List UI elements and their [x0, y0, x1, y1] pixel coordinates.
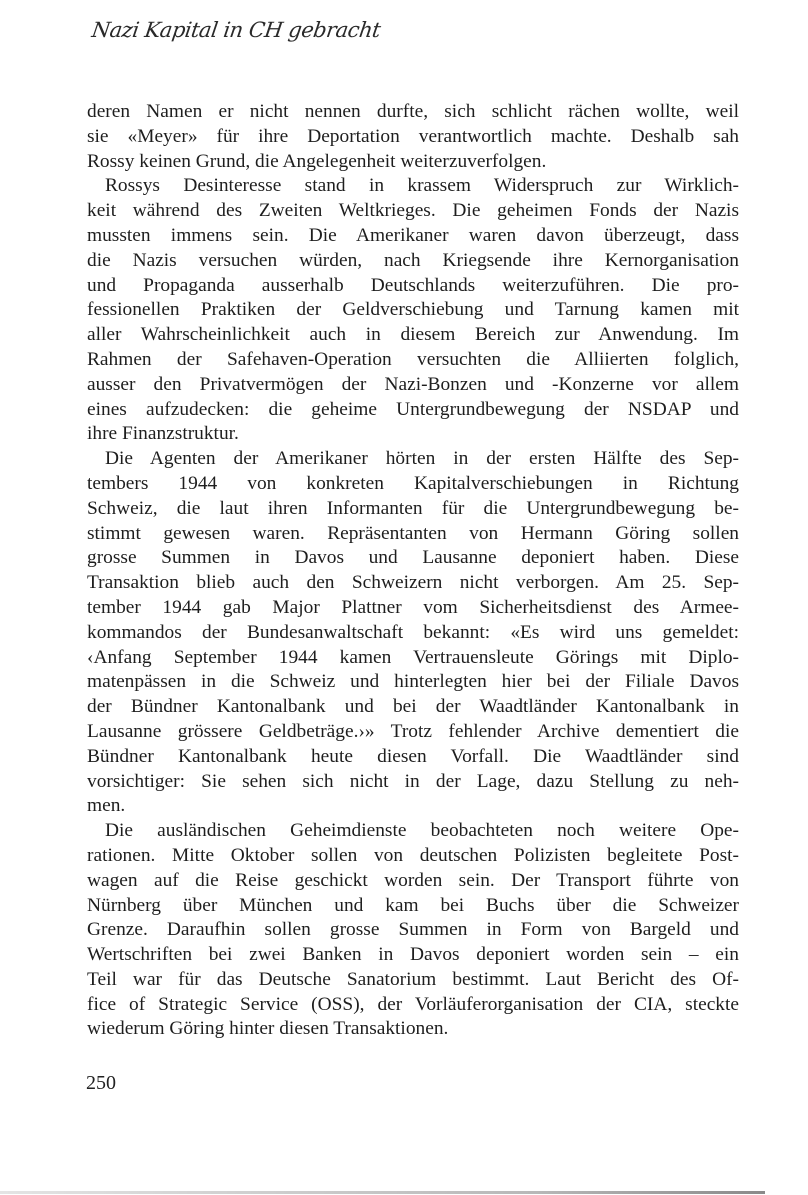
text-line: tember 1944 gab Major Plattner vom Sicherheitsdienst des Armee- [87, 596, 739, 618]
text-line: Nürnberg über München und kam bei Buchs über die Schweizer [87, 894, 739, 916]
text-line: wiederum Göring hinter diesen Transaktionen. [87, 1018, 449, 1040]
paragraph [87, 100, 739, 174]
page-number: 250 [86, 1072, 116, 1094]
text-line: kommandos der Bundesanwaltschaft bekannt: «Es wird uns gemeldet: [87, 621, 739, 643]
text-line: Bündner Kantonalbank heute diesen Vorfall. Die Waadtländer sind [87, 745, 739, 767]
text-line: Transaktion blieb auch den Schweizern nicht verborgen. Am 25. Sep- [87, 572, 739, 594]
text-line: deren Namen er nicht nennen durfte, sich schlicht rächen wollte, weil [87, 101, 739, 122]
text-line: Schweiz, die laut ihren Informanten für die Untergrundbewegung be- [87, 497, 739, 519]
text-line: die Nazis versuchen würden, nach Kriegsende ihre Kernorganisation [87, 249, 739, 271]
text-line: tembers 1944 von konkreten Kapitalverschiebungen in Richtung [87, 472, 739, 494]
text-line: Die ausländischen Geheimdienste beobachteten noch weitere Ope- [105, 820, 739, 842]
text-line: wagen auf die Reise geschickt worden sein. Der Transport führte von [87, 869, 739, 891]
text-line: und Propaganda ausserhalb Deutschlands weiterzuführen. Die pro- [87, 274, 739, 296]
text-line: fice of Strategic Service (OSS), der Vorläuferorganisation der CIA, steckte [87, 993, 739, 1015]
text-line: sie «Meyer» für ihre Deportation verantwortlich machte. Deshalb sah [87, 125, 739, 147]
text-line: matenpässen in die Schweiz und hinterlegten hier bei der Filiale Davos [87, 671, 739, 693]
text-line: grosse Summen in Davos und Lausanne deponiert haben. Diese [87, 547, 739, 569]
paragraph [87, 174, 739, 447]
text-line: der Bündner Kantonalbank und bei der Waadtländer Kantonalbank in [87, 696, 739, 718]
scan-edge-shadow [0, 1191, 765, 1194]
text-line: Lausanne grössere Geldbeträge.›» Trotz fehlender Archive dementiert die [87, 720, 739, 742]
text-line: eines aufzudecken: die geheime Untergrundbewegung der NSDAP und [87, 398, 739, 420]
paragraph [87, 819, 739, 1042]
text-line: Rossys Desinteresse stand in krassem Widerspruch zur Wirklich- [105, 175, 739, 197]
text-line: ausser den Privatvermögen der Nazi-Bonzen und -Konzerne vor allem [87, 373, 739, 395]
book-page-body [87, 100, 739, 1042]
text-line: ‹Anfang September 1944 kamen Vertrauensleute Görings mit Diplo- [87, 646, 739, 668]
text-line: aller Wahrscheinlichkeit auch in diesem Bereich zur Anwendung. Im [87, 324, 739, 346]
paragraph [87, 447, 739, 819]
text-line: vorsichtiger: Sie sehen sich nicht in der Lage, dazu Stellung zu neh- [87, 770, 739, 792]
text-line: Wertschriften bei zwei Banken in Davos deponiert worden sein – ein [87, 944, 739, 966]
text-line: fessionellen Praktiken der Geldverschiebung und Tarnung kamen mit [87, 299, 739, 321]
text-line: mussten immens sein. Die Amerikaner waren davon überzeugt, dass [87, 224, 739, 246]
text-line: Teil war für das Deutsche Sanatorium bestimmt. Laut Bericht des Of- [87, 968, 739, 990]
text-line: men. [87, 795, 126, 817]
text-line: Rossy keinen Grund, die Angelegenheit weiterzuverfolgen. [87, 150, 547, 172]
text-line: keit während des Zweiten Weltkrieges. Die geheimen Fonds der Nazis [87, 200, 739, 222]
text-line: Die Agenten der Amerikaner hörten in der ersten Hälfte des Sep- [105, 448, 739, 470]
text-line: stimmt gewesen waren. Repräsentanten von Hermann Göring sollen [87, 522, 739, 544]
text-line: rationen. Mitte Oktober sollen von deutschen Polizisten begleitete Post- [87, 844, 739, 866]
text-line: Grenze. Daraufhin sollen grosse Summen in Form von Bargeld und [87, 919, 739, 941]
text-line: Rahmen der Safehaven-Operation versuchten die Alliierten folglich, [87, 348, 739, 370]
handwritten-annotation: Nazi Kapital in CH gebracht [90, 18, 382, 42]
text-line: ihre Finanzstruktur. [87, 423, 239, 445]
